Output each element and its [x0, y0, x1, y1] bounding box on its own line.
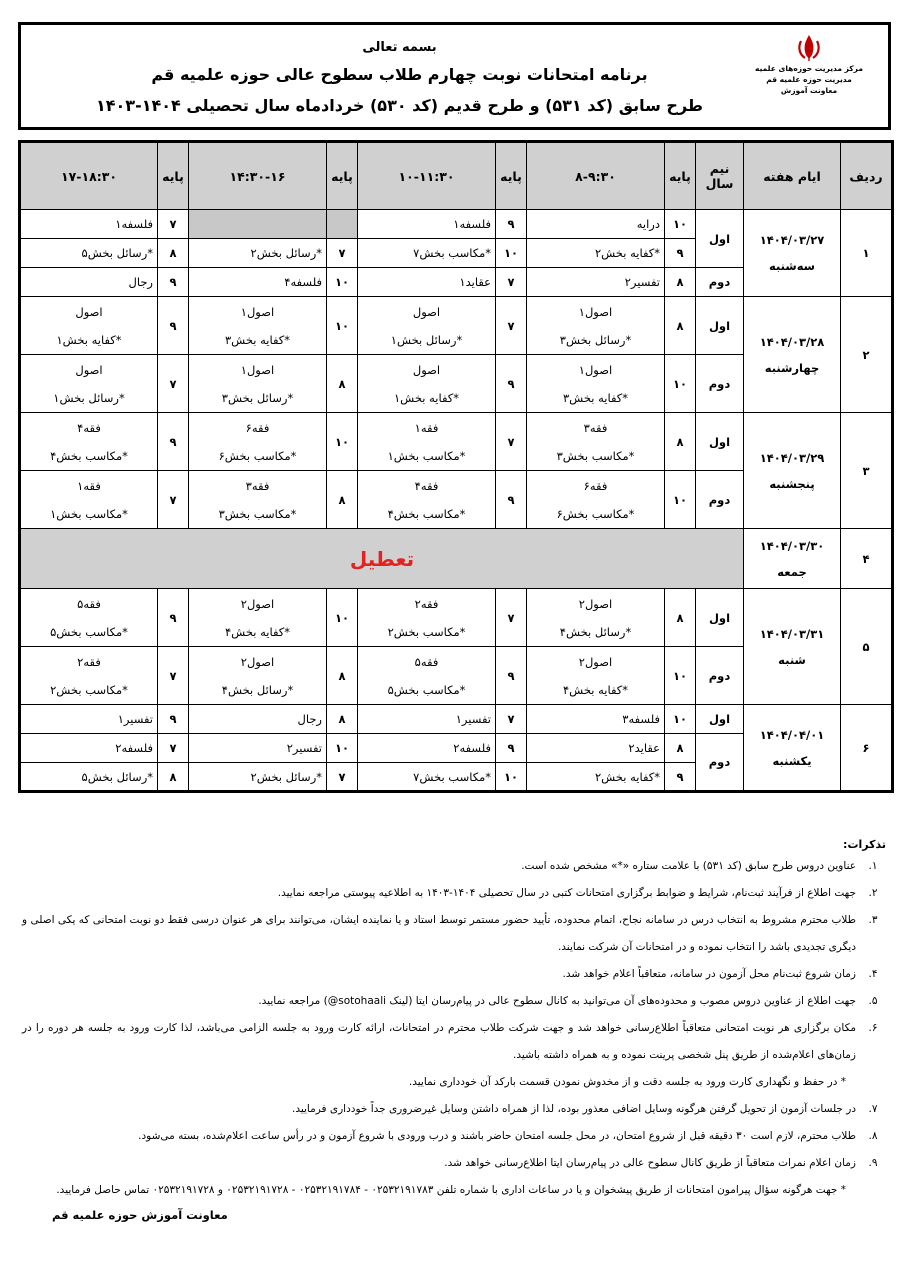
day-date: ۱۴۰۴/۰۳/۳۱: [759, 626, 825, 641]
course-cell: *رسائل بخش۵: [20, 763, 158, 792]
course-line: *مکاسب بخش۳: [218, 506, 297, 521]
row-number: ۱: [841, 210, 893, 297]
note-subitem: [22, 1069, 886, 1096]
course-line: *مکاسب بخش۵: [387, 682, 466, 697]
course-cell: تفسیر۱: [358, 705, 496, 734]
course-line: اصول۲: [578, 596, 613, 611]
day-name: پنجشنبه: [769, 476, 815, 491]
course-line: فقه۲: [414, 596, 439, 611]
grade-cell: ۹: [496, 471, 527, 529]
grade-cell: ۷: [158, 647, 189, 705]
page-title: برنامه امتحانات نوبت چهارم طلاب سطوح عالی حوزه علمیه قم: [151, 65, 648, 84]
course-line: *رسائل بخش۳: [221, 390, 294, 405]
course-line: *رسائل بخش۱: [390, 332, 463, 347]
course-line: اصول: [412, 362, 441, 377]
day-name: شنبه: [778, 652, 806, 667]
course-line: *مکاسب بخش۶: [556, 506, 635, 521]
note-subitem: [22, 1177, 886, 1204]
day-cell: [744, 705, 841, 792]
grade-cell: ۷: [327, 763, 358, 792]
day-cell: [744, 589, 841, 705]
grade-cell: ۱۰: [665, 705, 696, 734]
table-row: [20, 210, 893, 239]
header-grade-1: پایه: [665, 142, 696, 210]
holiday-label: تعطیل: [349, 546, 415, 571]
course-cell: *رسائل بخش۲: [189, 763, 327, 792]
course-line: *رسائل بخش۱: [53, 390, 125, 405]
course-cell: فلسفه۴: [189, 268, 327, 297]
note-text: زمان شروع ثبت‌نام محل آزمون در سامانه، متعاقباً اعلام خواهد شد.: [562, 968, 856, 980]
grade-cell: ۷: [327, 239, 358, 268]
half-first: اول: [696, 413, 744, 471]
course-line: فقه۶: [583, 478, 608, 493]
header-row-number: ردیف: [841, 142, 893, 210]
note-text: مکان برگزاری هر نوبت امتحانی متعاقباً اطلاع‌رسانی خواهد شد و جهت شرکت طلاب محترم در امتحانات، ارائه کارت ورود به جلسه الزامی می‌باشد، لذا کارت ورود به جلسه هر دوره را در زمان‌های اعلام‌شده از طریق پنل شخصی پرینت نموده و به همراه داشته باشید.: [22, 1022, 856, 1061]
half-second: دوم: [696, 734, 744, 792]
grade-cell: ۷: [158, 210, 189, 239]
course-cell: [20, 413, 158, 471]
course-cell: [358, 471, 496, 529]
grade-cell: ۷: [158, 734, 189, 763]
course-line: فقه۲: [77, 654, 101, 669]
day-cell: [744, 210, 841, 297]
row-number: ۵: [841, 589, 893, 705]
note-text: طلاب محترم مشروط به انتخاب درس در سامانه نجاح، اتمام محدوده، تأیید حضور مستمر توسط استاد و یا نماینده ایشان، می‌توانند برای هر عنوان درسی فقط دو نوبت امتحانی که یکی اصلی و دیگری تجدیدی باشد را انتخاب نموده و در امتحانات آن شرکت نمایند.: [22, 914, 856, 953]
course-cell: [527, 413, 665, 471]
grade-cell: ۹: [496, 734, 527, 763]
half-second: دوم: [696, 268, 744, 297]
course-cell: [189, 471, 327, 529]
day-cell: [744, 529, 841, 589]
grade-cell: ۹: [496, 210, 527, 239]
course-cell: *رسائل بخش۲: [189, 239, 327, 268]
course-cell: [358, 413, 496, 471]
grade-cell: ۸: [665, 413, 696, 471]
header-half-top: نیم: [709, 161, 730, 176]
course-line: *کفایه بخش۱: [393, 390, 460, 405]
grade-cell: ۸: [158, 763, 189, 792]
course-cell: [20, 471, 158, 529]
course-cell: فلسفه۱: [20, 210, 158, 239]
table-row: [20, 413, 893, 471]
note-number: ۵.: [868, 995, 878, 1007]
course-cell: [20, 297, 158, 355]
grade-cell: ۸: [665, 589, 696, 647]
course-line: *رسائل بخش۴: [559, 624, 632, 639]
grade-cell: ۱۰: [327, 297, 358, 355]
note-item: [22, 1015, 886, 1069]
exam-schedule-table: [18, 140, 894, 793]
note-item: [22, 880, 886, 907]
course-cell: [527, 355, 665, 413]
grade-cell: ۱۰: [665, 647, 696, 705]
grade-cell: ۹: [665, 239, 696, 268]
header-grade-4: پایه: [158, 142, 189, 210]
course-cell: فلسفه۳: [527, 705, 665, 734]
day-name: یکشنبه: [772, 753, 812, 768]
grade-cell: ۹: [496, 355, 527, 413]
course-line: فقه۱: [77, 478, 101, 493]
day-cell: [744, 297, 841, 413]
header-slot-1: ۸-۹:۳۰: [527, 142, 665, 210]
course-cell: [189, 413, 327, 471]
course-cell: [527, 297, 665, 355]
course-line: اصول۲: [240, 596, 275, 611]
course-cell: فلسفه۲: [358, 734, 496, 763]
day-name: جمعه: [777, 564, 807, 579]
course-cell: *کفایه بخش۲: [527, 239, 665, 268]
note-number: ۳.: [868, 914, 878, 926]
course-cell-empty: [189, 210, 327, 239]
note-item: [22, 961, 886, 988]
course-cell: عقاید۲: [527, 734, 665, 763]
course-line: *کفایه بخش۱: [56, 332, 122, 347]
note-text: * در حفظ و نگهداری کارت ورود به جلسه دقت و از مخدوش نمودن قسمت بارکد آن خودداری نمایید.: [408, 1076, 846, 1088]
note-item: [22, 907, 886, 961]
row-number: ۴: [841, 529, 893, 589]
course-line: *مکاسب بخش۳: [556, 448, 635, 463]
note-text: در جلسات آزمون از تحویل گرفتن هرگونه وسایل اضافی معذور بوده، لذا از همراه داشتن وسایل غیرضروری جداً خودداری فرمایید.: [291, 1103, 856, 1115]
header-grade-2: پایه: [496, 142, 527, 210]
course-cell: [527, 471, 665, 529]
row-number: ۶: [841, 705, 893, 792]
table-row: [20, 705, 893, 734]
course-line: فقه۴: [77, 420, 101, 435]
header-slot-4: ۱۷-۱۸:۳۰: [20, 142, 158, 210]
table-row-closed: [20, 529, 893, 589]
half-first: اول: [696, 210, 744, 268]
day-date: ۱۴۰۴/۰۳/۲۹: [759, 450, 825, 465]
course-line: اصول۲: [240, 654, 275, 669]
day-date: ۱۴۰۴/۰۴/۰۱: [759, 727, 825, 742]
half-second: دوم: [696, 647, 744, 705]
course-cell: [189, 589, 327, 647]
notes-section: [22, 838, 886, 1222]
notes-title: تذکرات:: [843, 838, 886, 851]
grade-cell: ۹: [158, 268, 189, 297]
header-grade-3: پایه: [327, 142, 358, 210]
note-number: ۹.: [868, 1157, 878, 1169]
table-header-row: [20, 142, 893, 210]
grade-cell: ۱۰: [496, 763, 527, 792]
course-cell: [189, 355, 327, 413]
note-item: [22, 1096, 886, 1123]
course-cell: [20, 647, 158, 705]
course-line: اصول۲: [578, 654, 613, 669]
course-cell: تفسیر۲: [189, 734, 327, 763]
row-number: ۲: [841, 297, 893, 413]
grade-cell: ۷: [496, 705, 527, 734]
course-cell: [527, 647, 665, 705]
course-cell: [189, 297, 327, 355]
course-cell: تفسیر۲: [527, 268, 665, 297]
grade-cell: ۹: [665, 763, 696, 792]
grade-cell: ۹: [158, 705, 189, 734]
organization-emblem: [744, 33, 874, 96]
course-cell: [189, 647, 327, 705]
course-line: فقه۶: [245, 420, 270, 435]
course-line: اصول۱: [240, 304, 275, 319]
course-line: اصول۱: [240, 362, 275, 377]
grade-cell: ۸: [327, 705, 358, 734]
course-line: فقه۱: [414, 420, 439, 435]
course-cell: فلسفه۱: [358, 210, 496, 239]
grade-cell: ۷: [496, 589, 527, 647]
course-cell: *رسائل بخش۵: [20, 239, 158, 268]
note-text: عناوین دروس طرح سابق (کد ۵۳۱) با علامت ستاره «*» مشخص شده است.: [521, 860, 856, 872]
course-line: *رسائل بخش۴: [221, 682, 294, 697]
note-number: ۴.: [868, 968, 878, 980]
half-first: اول: [696, 297, 744, 355]
day-name: سه‌شنبه: [769, 259, 815, 273]
course-cell: تفسیر۱: [20, 705, 158, 734]
course-line: *کفایه بخش۴: [562, 682, 629, 697]
day-cell: [744, 413, 841, 529]
course-cell: رجال: [20, 268, 158, 297]
course-line: فقه۵: [77, 596, 101, 611]
table-row: [20, 297, 893, 355]
course-line: اصول: [75, 362, 103, 377]
note-text: جهت اطلاع از عناوین دروس مصوب و محدوده‌های آن می‌توانید به کانال سطوح عالی در پیام‌رسان ایتا (لینک sotohaali@) مراجعه نمایید.: [258, 995, 856, 1007]
course-line: اصول۱: [578, 362, 613, 377]
grade-cell: ۷: [158, 471, 189, 529]
grade-cell: ۸: [327, 647, 358, 705]
grade-cell: ۷: [496, 297, 527, 355]
course-line: فقه۳: [245, 478, 270, 493]
course-line: اصول: [412, 304, 441, 319]
course-cell: *کفایه بخش۲: [527, 763, 665, 792]
course-line: فقه۳: [583, 420, 608, 435]
note-number: ۷.: [868, 1103, 878, 1115]
header-slot-2: ۱۰-۱۱:۳۰: [358, 142, 496, 210]
row-number: ۳: [841, 413, 893, 529]
course-cell: [358, 647, 496, 705]
grade-cell: ۷: [158, 355, 189, 413]
note-number: ۶.: [868, 1022, 878, 1034]
course-cell: [358, 297, 496, 355]
course-line: *مکاسب بخش۵: [50, 624, 128, 639]
course-line: *کفایه بخش۳: [562, 390, 629, 405]
note-text: * جهت هرگونه سؤال پیرامون امتحانات از طریق پیشخوان و یا در ساعات اداری با شماره تلفن ۰۲۵۳۲۱۹۱۷۸۳ - ۰۲۵۳۲۱۹۱۷۸۴ - ۰۲۵۳۲۱۹۱۷۲۸ و ۰۲۵۳۲۱۹۱۷۲۸ تماس حاصل فرمایید.: [56, 1184, 846, 1196]
grade-cell: ۱۰: [327, 734, 358, 763]
course-line: *مکاسب بخش۶: [218, 448, 297, 463]
day-date: ۱۴۰۴/۰۳/۳۰: [759, 538, 825, 553]
grade-cell: ۱۰: [496, 239, 527, 268]
grade-cell: ۹: [158, 297, 189, 355]
note-number: ۲.: [868, 887, 878, 899]
grade-cell: ۹: [496, 647, 527, 705]
grade-cell: ۱۰: [665, 471, 696, 529]
grade-cell: ۷: [496, 413, 527, 471]
grade-cell: ۹: [158, 589, 189, 647]
half-first: اول: [696, 705, 744, 734]
grade-cell: ۷: [496, 268, 527, 297]
course-line: *مکاسب بخش۴: [50, 448, 128, 463]
course-cell: [20, 355, 158, 413]
holiday-cell: [20, 529, 744, 589]
half-second: دوم: [696, 471, 744, 529]
course-line: *رسائل بخش۳: [559, 332, 632, 347]
header-half-bottom: سال: [705, 176, 734, 191]
bismillah: بسمه تعالی: [362, 40, 437, 55]
logo-line-3: معاونت آموزش: [780, 86, 838, 95]
grade-cell: ۱۰: [327, 589, 358, 647]
course-cell: [20, 589, 158, 647]
grade-cell: ۱۰: [665, 210, 696, 239]
course-line: اصول۱: [578, 304, 613, 319]
course-cell: [527, 589, 665, 647]
logo-line-2: مدیریت حوزه علمیه قم: [766, 75, 852, 84]
course-cell: رجال: [189, 705, 327, 734]
course-line: *کفایه بخش۳: [224, 332, 291, 347]
course-line: *کفایه بخش۴: [224, 624, 291, 639]
course-line: اصول: [75, 304, 103, 319]
day-date: ۱۴۰۴/۰۳/۲۷: [759, 233, 825, 247]
day-date: ۱۴۰۴/۰۳/۲۸: [759, 334, 825, 349]
course-cell: *مکاسب بخش۷: [358, 239, 496, 268]
note-text: زمان اعلام نمرات متعاقباً از طریق کانال سطوح عالی در پیام‌رسان ایتا اطلاع‌رسانی خواهد شد.: [444, 1157, 856, 1169]
header-slot-3: ۱۴:۳۰-۱۶: [189, 142, 327, 210]
note-number: ۱.: [868, 860, 878, 872]
half-second: دوم: [696, 355, 744, 413]
grade-cell-empty: [327, 210, 358, 239]
note-item: [22, 1150, 886, 1177]
course-cell: *مکاسب بخش۷: [358, 763, 496, 792]
course-cell: درایه: [527, 210, 665, 239]
logo-line-1: مرکز مدیریت حوزه‌های علمیه: [755, 64, 863, 73]
header-titles: [61, 37, 738, 121]
grade-cell: ۸: [327, 355, 358, 413]
grade-cell: ۸: [327, 471, 358, 529]
course-line: *مکاسب بخش۲: [50, 682, 128, 697]
course-line: *مکاسب بخش۴: [387, 506, 466, 521]
course-cell: فلسفه۲: [20, 734, 158, 763]
note-text: جهت اطلاع از فرآیند ثبت‌نام، شرایط و ضوابط برگزاری امتحانات کتبی در سال تحصیلی ۱۴۰۴-۱۴۰۳ به اطلاعیه پیوستی مراجعه نمایید.: [277, 887, 856, 899]
course-line: *مکاسب بخش۱: [50, 506, 128, 521]
course-line: *مکاسب بخش۱: [387, 448, 466, 463]
note-text: طلاب محترم، لازم است ۳۰ دقیقه قبل از شروع امتحان، در محل جلسه امتحان حاضر باشند و درب ورودی با شروع آزمون و در رأس ساعت اعلام‌شده، بسته می‌شود.: [138, 1130, 856, 1142]
grade-cell: ۱۰: [665, 355, 696, 413]
grade-cell: ۹: [158, 413, 189, 471]
course-cell: [358, 589, 496, 647]
note-number: ۸.: [868, 1130, 878, 1142]
grade-cell: ۸: [665, 734, 696, 763]
document-header: [18, 22, 891, 130]
half-first: اول: [696, 589, 744, 647]
course-cell: [358, 355, 496, 413]
course-line: فقه۴: [414, 478, 439, 493]
grade-cell: ۸: [158, 239, 189, 268]
signature: معاونت آموزش حوزه علمیه قم: [52, 1208, 228, 1222]
header-half: [696, 142, 744, 210]
iran-emblem-icon: [795, 33, 823, 63]
grade-cell: ۸: [665, 268, 696, 297]
note-item: [22, 1123, 886, 1150]
page-subtitle: طرح سابق (کد ۵۳۱) و طرح قدیم (کد ۵۳۰) خردادماه سال تحصیلی ۱۴۰۴-۱۴۰۳: [96, 96, 703, 115]
grade-cell: ۱۰: [327, 413, 358, 471]
note-item: [22, 988, 886, 1015]
course-cell: عقاید۱: [358, 268, 496, 297]
course-line: فقه۵: [414, 654, 439, 669]
grade-cell: ۸: [665, 297, 696, 355]
header-day: ایام هفته: [744, 142, 841, 210]
day-name: چهارشنبه: [764, 360, 820, 375]
note-item: [22, 853, 886, 880]
course-line: *مکاسب بخش۲: [387, 624, 466, 639]
grade-cell: ۱۰: [327, 268, 358, 297]
table-row: [20, 589, 893, 647]
